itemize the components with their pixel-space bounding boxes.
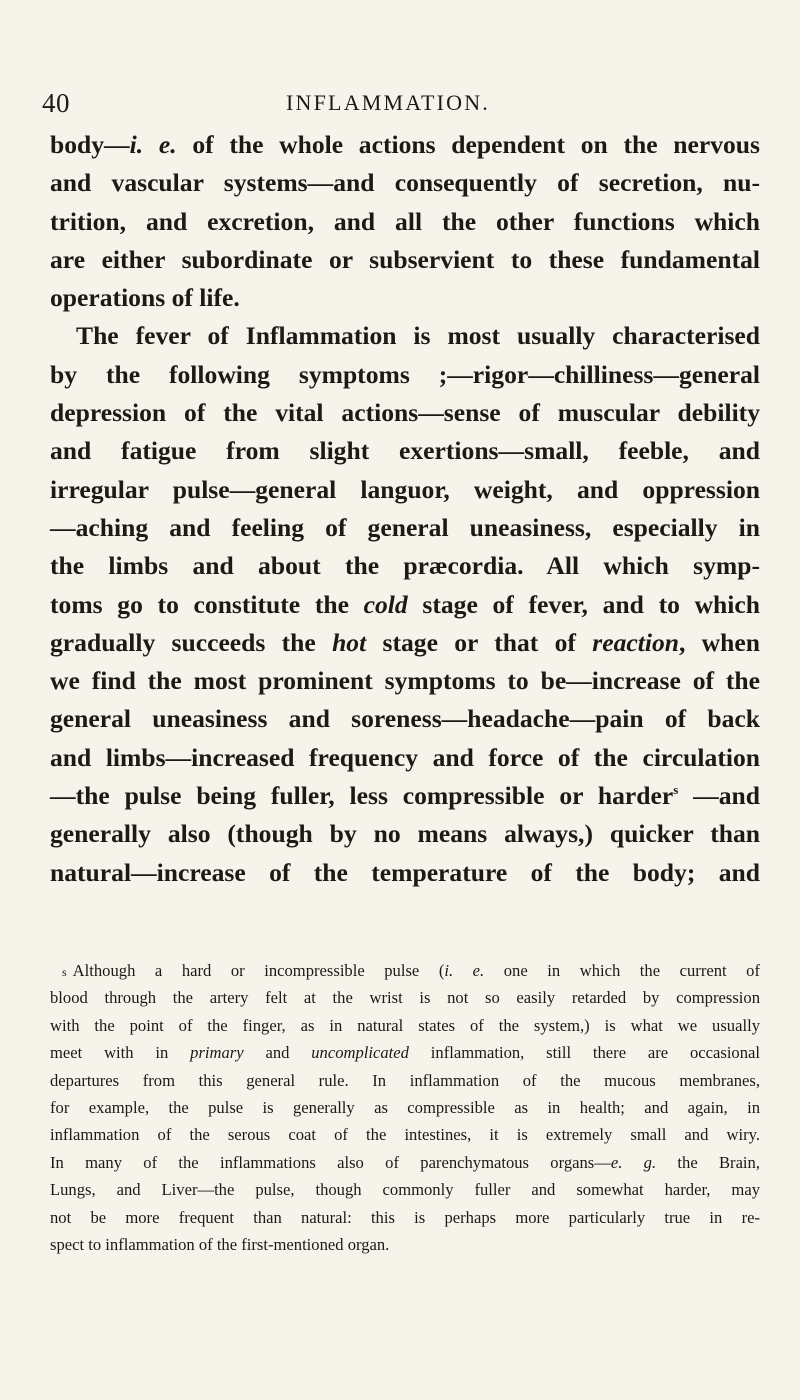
footnote [50,957,760,1258]
italic-span: uncomplicated [311,1043,409,1063]
italic-span: primary [190,1043,244,1063]
text-line [50,586,760,624]
footnote-line [50,1149,760,1176]
page-number: 40 [42,88,70,118]
text-span: meet with in [50,1043,191,1063]
text-span: , when [678,627,760,657]
text-span: of the whole actions dependent on the nervous [176,130,760,159]
footnote-line: not be more frequent than natural: this is perhaps more particularly true in re- [50,1207,760,1227]
footnote-line: blood through the artery felt at the wrist is not so easily retarded by compression [50,988,760,1008]
text-line [50,777,760,815]
footnote-line: Lungs, and Liver—the pulse, though commonly fuller and somewhat harder, may [50,1180,760,1200]
text-line: depression of the vital actions—sense of muscular debility [50,398,760,428]
text-line: and fatigue from slight exertions—small, feeble, and [50,436,760,466]
text-span: inflammation, still there are occasional [408,1043,760,1063]
text-span: In many of the inflammations also of parenchymatous organs— [50,1152,611,1172]
main-text [50,126,760,892]
text-line: operations of life. [50,283,240,313]
text-span: gradually succeeds the [50,627,333,657]
italic-span: i. e. [129,130,177,159]
footnote-mark: s [62,965,67,979]
text-line: the limbs and about the præcordia. All which symp- [50,551,760,581]
italic-span: reaction [592,627,679,657]
text-span: stage of fever, and to which [407,589,760,619]
footnote-reference: s [673,782,679,798]
footnote-line [50,957,760,984]
text-span: the Brain, [656,1152,760,1172]
text-span: toms go to constitute the [50,589,364,619]
text-line: and limbs—increased frequency and force of the circulation [50,742,760,772]
text-line: we find the most prominent symptoms to be—increase of the [50,666,760,696]
paragraph-first-line: The fever of Inflammation is most usually characterised [76,321,760,351]
footnote-line: spect to inflammation of the first-mentioned organ. [50,1234,390,1254]
text-span: —and [678,781,760,811]
text-line: natural—increase of the temperature of the body; and [50,857,760,887]
text-line: —aching and feeling of general uneasiness, especially in [50,512,760,542]
italic-span: e. g. [610,1152,657,1172]
text-line: general uneasiness and soreness—headache—pain of back [50,704,760,734]
text-line [50,624,760,662]
footnote-line: with the point of the finger, as in natural states of the system,) is what we usually [50,1015,760,1035]
text-span: body— [50,130,130,159]
text-span: stage or that of [366,627,593,657]
footnote-line: departures from this general rule. In inflammation of the mucous membranes, [50,1070,760,1090]
running-head [42,88,708,118]
text-span: and [243,1043,312,1063]
italic-span: i. e. [444,961,485,980]
text-line: by the following symptoms ;—rigor—chilliness—general [50,359,760,389]
text-line: and vascular systems—and consequently of secretion, nu- [50,168,760,198]
text-line: are either subordinate or subservient to these fundamental [50,244,760,274]
text-span: one in which the current of [484,961,760,980]
text-span: Although a hard or incompressible pulse ( [72,961,445,980]
footnote-line [50,1039,760,1066]
text-line: trition, and excretion, and all the other functions which [50,206,760,236]
italic-span: cold [363,589,408,619]
text-span: —the pulse being fuller, less compressible or harder [50,781,674,811]
text-line: generally also (though by no means always,) quicker than [50,819,760,849]
text-line: irregular pulse—general languor, weight, and oppression [50,474,760,504]
footnote-line: inflammation of the serous coat of the intestines, it is extremely small and wiry. [50,1125,760,1145]
text-line [50,126,760,164]
italic-span: hot [332,627,367,657]
footnote-line: for example, the pulse is generally as compressible as in health; and again, in [50,1097,760,1117]
running-title: INFLAMMATION. [286,90,490,115]
